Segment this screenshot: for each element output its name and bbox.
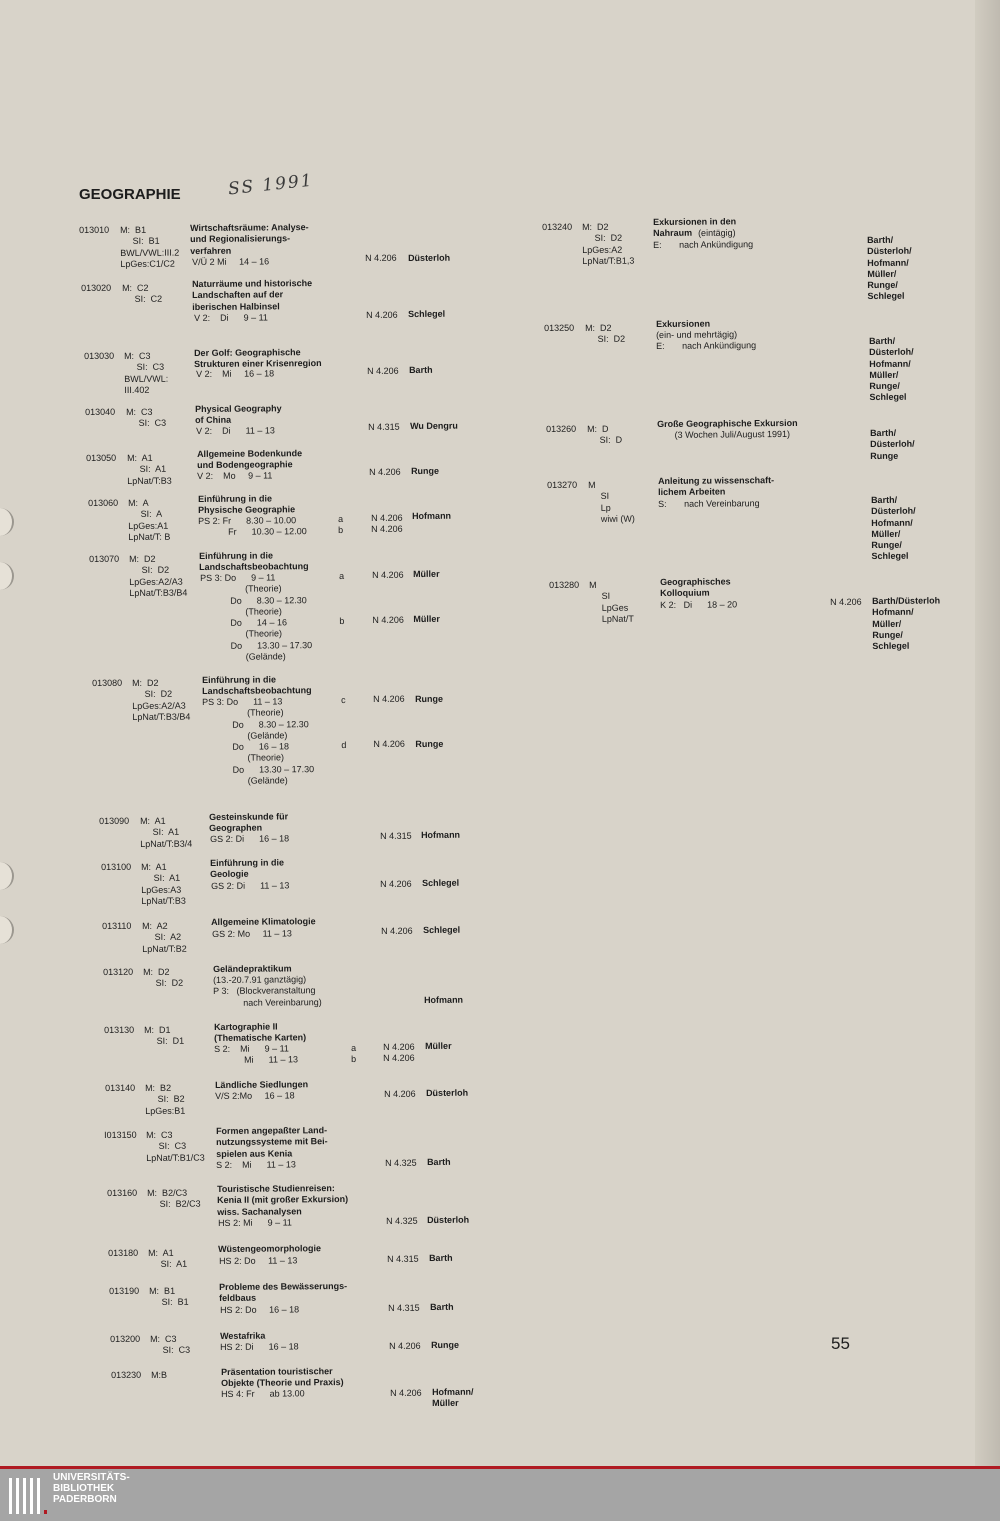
- course-schedule: V 2: Mo 9 – 11: [197, 470, 273, 481]
- course-schedule: V 2: Di 9 – 11: [194, 312, 268, 323]
- course-title: Einführung in die Geologie: [210, 857, 285, 880]
- course-number: 013140: [105, 1082, 136, 1093]
- course-lecturer: Hofmann: [424, 994, 464, 1005]
- course-room: N 4.206: [384, 1088, 416, 1099]
- course-room: N 4.206 N 4.206: [371, 512, 403, 535]
- course-schedule: E: nach Ankündigung: [653, 239, 754, 250]
- course-number: 013070: [89, 553, 120, 564]
- course-room: N 4.206: [389, 1340, 421, 1351]
- course-group: a b: [339, 570, 345, 627]
- course-lecturer: Düsterloh: [408, 252, 451, 263]
- course-number: 013250: [544, 322, 575, 333]
- course-title: Kartographie II (Thematische Karten): [214, 1021, 307, 1044]
- course-room: N 4.315: [380, 830, 412, 841]
- course-lecturer: Düsterloh: [427, 1214, 470, 1225]
- handwritten-note: SS 1991: [227, 170, 315, 200]
- course-schedule: S 2: Mi 11 – 13: [216, 1159, 296, 1170]
- course-number: 013120: [103, 966, 134, 977]
- course-schedule: (3 Wochen Juli/August 1991): [657, 428, 790, 440]
- course-room: N 4.206: [381, 925, 413, 936]
- course-meta: M: A2 SI: A2 LpNat/T:B2: [142, 920, 187, 954]
- course-title: Probleme des Bewässerungs- feldbaus: [219, 1280, 348, 1304]
- course-title-extra: (ein- und mehrtägig): [656, 329, 738, 340]
- course-meta: M: B1 SI: B1 BWL/VWL:III.2 LpGes:C1/C2: [120, 224, 180, 269]
- library-footer-bar: [0, 1466, 1000, 1521]
- course-lecturer: Hofmann: [421, 829, 461, 840]
- course-room: N 4.315: [387, 1253, 419, 1264]
- course-room: N 4.206 N 4.206: [373, 693, 405, 750]
- course-meta: M: A1 SI: A1: [148, 1247, 188, 1270]
- course-lecturer: Barth/Düsterloh Hofmann/ Müller/ Runge/ Schlegel: [872, 595, 941, 652]
- course-lecturer: Schlegel: [422, 877, 460, 888]
- course-meta: M: C2 SI: C2: [122, 282, 163, 305]
- section-title: GEOGRAPHIE: [79, 186, 181, 203]
- course-title: Touristische Studienreisen: Kenia II (mit großer Exkursion) wiss. Sachanalysen: [217, 1183, 349, 1217]
- course-room: N 4.206 N 4.206: [383, 1041, 415, 1064]
- course-meta: M:B: [151, 1369, 168, 1380]
- course-meta: M: A SI: A LpGes:A1 LpNat/T: B: [128, 497, 171, 542]
- course-meta: M: B1 SI: B1: [149, 1285, 189, 1308]
- course-room: N 4.206: [367, 365, 399, 376]
- course-group: a b: [338, 513, 344, 536]
- course-title: Einführung in die Physische Geographie: [198, 493, 296, 516]
- course-schedule: E: nach Ankündigung: [656, 340, 757, 351]
- course-meta: M: D2 SI: D2: [143, 966, 184, 989]
- course-number: 013110: [102, 920, 132, 931]
- course-schedule: S: nach Vereinbarung: [658, 498, 760, 509]
- course-number: 013130: [104, 1024, 135, 1035]
- course-schedule: HS 2: Di 16 – 18: [220, 1341, 299, 1352]
- course-meta: M SI LpGes LpNat/T: [589, 579, 634, 624]
- course-title-extra: (eintägig): [698, 227, 736, 238]
- course-meta: M: C3 SI: C3: [126, 406, 167, 429]
- library-logo-text: UNIVERSITÄTS- BIBLIOTHEK PADERBORN: [53, 1472, 130, 1505]
- course-lecturer: Barth: [409, 364, 433, 375]
- course-title: Wirtschaftsräume: Analyse- und Regionalisierungs- verfahren: [190, 222, 309, 256]
- page-edge: [975, 0, 1000, 1466]
- course-lecturer: Barth: [430, 1301, 454, 1312]
- course-title: Westafrika: [220, 1330, 266, 1341]
- course-meta: M: D2 SI: D2: [585, 322, 626, 345]
- course-number: 013260: [546, 423, 577, 434]
- course-number: 013160: [107, 1187, 138, 1198]
- course-meta: M: A1 SI: A1 LpGes:A3 LpNat/T:B3: [141, 861, 186, 906]
- course-room: N 4.206: [369, 466, 401, 477]
- course-schedule: S 2: Mi 9 – 11 Mi 11 – 13: [214, 1043, 299, 1066]
- course-lecturer: Barth/ Düsterloh/ Hofmann/ Müller/ Runge/ Schlegel: [871, 494, 916, 562]
- course-title: Formen angepaßter Land- nutzungssysteme mit Bei- spielen aus Kenia: [216, 1125, 328, 1159]
- course-lecturer: Barth: [429, 1252, 453, 1263]
- course-group: c d: [341, 694, 347, 751]
- course-room: N 4.325: [385, 1157, 417, 1168]
- course-number: 013030: [84, 350, 115, 361]
- course-title: Präsentation touristischer Objekte (Theorie und Praxis): [221, 1366, 344, 1389]
- course-lecturer: Hofmann/ Müller: [432, 1386, 474, 1409]
- course-number: 013010: [79, 224, 110, 235]
- course-lecturer: Müller Müller: [413, 568, 440, 625]
- course-number: 013190: [109, 1285, 140, 1296]
- course-lecturer: Barth/ Düsterloh/ Hofmann/ Müller/ Runge/ Schlegel: [867, 234, 912, 302]
- course-meta: M: A1 SI: A1 LpNat/T:B3: [127, 452, 172, 486]
- course-title: Einführung in die Landschaftsbeobachtung: [202, 674, 312, 697]
- course-number: 013230: [111, 1369, 142, 1380]
- course-meta: M: D1 SI: D1: [144, 1024, 185, 1047]
- course-meta: M: D2 SI: D2 LpGes:A2 LpNat/T:B1,3: [582, 221, 635, 266]
- course-number: 013180: [108, 1247, 139, 1258]
- course-title: Allgemeine Bodenkunde und Bodengeographie: [197, 448, 303, 471]
- library-logo-icon: [7, 1474, 47, 1518]
- course-title: Der Golf: Geographische Strukturen einer Krisenregion: [194, 347, 322, 370]
- course-title: Naturräume und historische Landschaften auf der iberischen Halbinsel: [192, 278, 313, 312]
- course-meta: M: B2/C3 SI: B2/C3: [147, 1187, 201, 1210]
- course-group: a b: [351, 1042, 357, 1065]
- course-meta: M: D2 SI: D2 LpGes:A2/A3 LpNat/T:B3/B4: [129, 553, 188, 598]
- course-meta: M: D SI: D: [587, 423, 623, 446]
- course-title: Exkursionen: [656, 318, 711, 329]
- course-room: N 4.206: [366, 309, 398, 320]
- course-title: Anleitung zu wissenschaft- lichem Arbeiten: [658, 475, 775, 498]
- course-schedule: HS 2: Do 11 – 13: [219, 1255, 298, 1266]
- course-title: Geländepraktikum: [213, 963, 292, 974]
- course-number: 013090: [99, 815, 130, 826]
- course-schedule: K 2: Di 18 – 20: [660, 599, 738, 610]
- course-number: 013100: [101, 861, 132, 872]
- course-title: Einführung in die Landschaftsbeobachtung: [199, 550, 309, 573]
- course-room: N 4.206: [380, 878, 412, 889]
- course-number: I013150: [104, 1129, 137, 1140]
- course-room: N 4.206 N 4.206: [372, 569, 404, 626]
- course-schedule: V/Ü 2 Mi 14 – 16: [192, 256, 270, 267]
- course-schedule: GS 2: Mo 11 – 13: [212, 928, 292, 939]
- course-meta: M SI Lp wiwi (W): [588, 479, 635, 524]
- course-meta: M: C3 SI: C3 BWL/VWL: III.402: [124, 350, 169, 395]
- course-number: 013040: [85, 406, 116, 417]
- course-title: Physical Geography of China: [195, 403, 282, 426]
- course-schedule: PS 3: Do 11 – 13 (Theorie) Do 8.30 – 12.30 (Gelände) Do 16 – 18 (Theorie) Do 13.30 – 17.30 (Gelände): [202, 696, 315, 787]
- course-lecturer: Hofmann: [412, 510, 452, 521]
- course-lecturer: Runge: [411, 465, 440, 476]
- course-lecturer: Barth/ Düsterloh/ Hofmann/ Müller/ Runge/ Schlegel: [869, 335, 914, 403]
- course-meta: M: B2 SI: B2 LpGes:B1: [145, 1082, 186, 1116]
- course-lecturer: Schlegel: [423, 924, 461, 935]
- course-title: Ländliche Siedlungen: [215, 1079, 309, 1090]
- course-schedule: V 2: Di 11 – 13: [196, 425, 275, 436]
- course-number: 013280: [549, 579, 580, 590]
- course-room: N 4.315: [368, 421, 400, 432]
- course-schedule: HS 4: Fr ab 13.00: [221, 1388, 305, 1399]
- course-number: 013200: [110, 1333, 141, 1344]
- course-title: Geographisches Kolloquium: [660, 576, 731, 599]
- course-meta: M: D2 SI: D2 LpGes:A2/A3 LpNat/T:B3/B4: [132, 677, 191, 722]
- course-lecturer: Schlegel: [408, 308, 446, 319]
- course-title: Gesteinskunde für Geographen: [209, 811, 289, 834]
- course-number: 013020: [81, 282, 112, 293]
- course-lecturer: Runge Runge: [415, 693, 444, 750]
- course-meta: M: C3 SI: C3: [150, 1333, 191, 1356]
- footer-red-line: [0, 1466, 1000, 1469]
- course-lecturer: Müller: [425, 1040, 452, 1051]
- course-lecturer: Düsterloh: [426, 1087, 469, 1098]
- course-number: 013080: [92, 677, 123, 688]
- course-schedule: PS 2: Fr 8.30 – 10.00 Fr 10.30 – 12.00: [198, 515, 307, 538]
- page-number: 55: [831, 1334, 850, 1353]
- course-meta: M: A1 SI: A1 LpNat/T:B3/4: [140, 815, 193, 849]
- course-room: N 4.206: [390, 1387, 422, 1398]
- course-schedule: HS 2: Do 16 – 18: [220, 1304, 300, 1315]
- course-number: 013060: [88, 497, 119, 508]
- course-title: Allgemeine Klimatologie: [211, 916, 316, 927]
- course-schedule: V 2: Mi 16 – 18: [196, 368, 275, 379]
- course-room: N 4.206: [830, 596, 862, 607]
- course-schedule: GS 2: Di 16 – 18: [210, 833, 290, 844]
- course-title: Große Geographische Exkursion: [657, 417, 798, 429]
- course-schedule: GS 2: Di 11 – 13: [211, 880, 290, 891]
- course-title: Exkursionen in den Nahraum: [653, 216, 737, 239]
- course-room: N 4.206: [365, 252, 397, 263]
- course-lecturer: Wu Dengru: [410, 420, 458, 431]
- course-meta: M: C3 SI: C3 LpNat/T:B1/C3: [146, 1129, 205, 1163]
- course-lecturer: Runge: [431, 1339, 460, 1350]
- course-schedule: (13.-20.7.91 ganztägig) P 3: (Blockveranstaltung nach Vereinbarung): [213, 974, 322, 1008]
- course-schedule: HS 2: Mi 9 – 11: [218, 1217, 292, 1228]
- course-lecturer: Barth/ Düsterloh/ Runge: [870, 427, 915, 461]
- course-number: 013050: [86, 452, 117, 463]
- course-room: N 4.315: [388, 1302, 420, 1313]
- course-title: Wüstengeomorphologie: [218, 1243, 322, 1254]
- course-number: 013270: [547, 479, 578, 490]
- course-schedule: V/S 2:Mo 16 – 18: [215, 1090, 295, 1101]
- course-lecturer: Barth: [427, 1156, 451, 1167]
- course-schedule: PS 3: Do 9 – 11 (Theorie) Do 8.30 – 12.30 (Theorie) Do 14 – 16 (Theorie) Do 13.30 – 17.30 (Gelände): [200, 572, 313, 663]
- course-number: 013240: [542, 221, 573, 232]
- course-room: N 4.325: [386, 1215, 418, 1226]
